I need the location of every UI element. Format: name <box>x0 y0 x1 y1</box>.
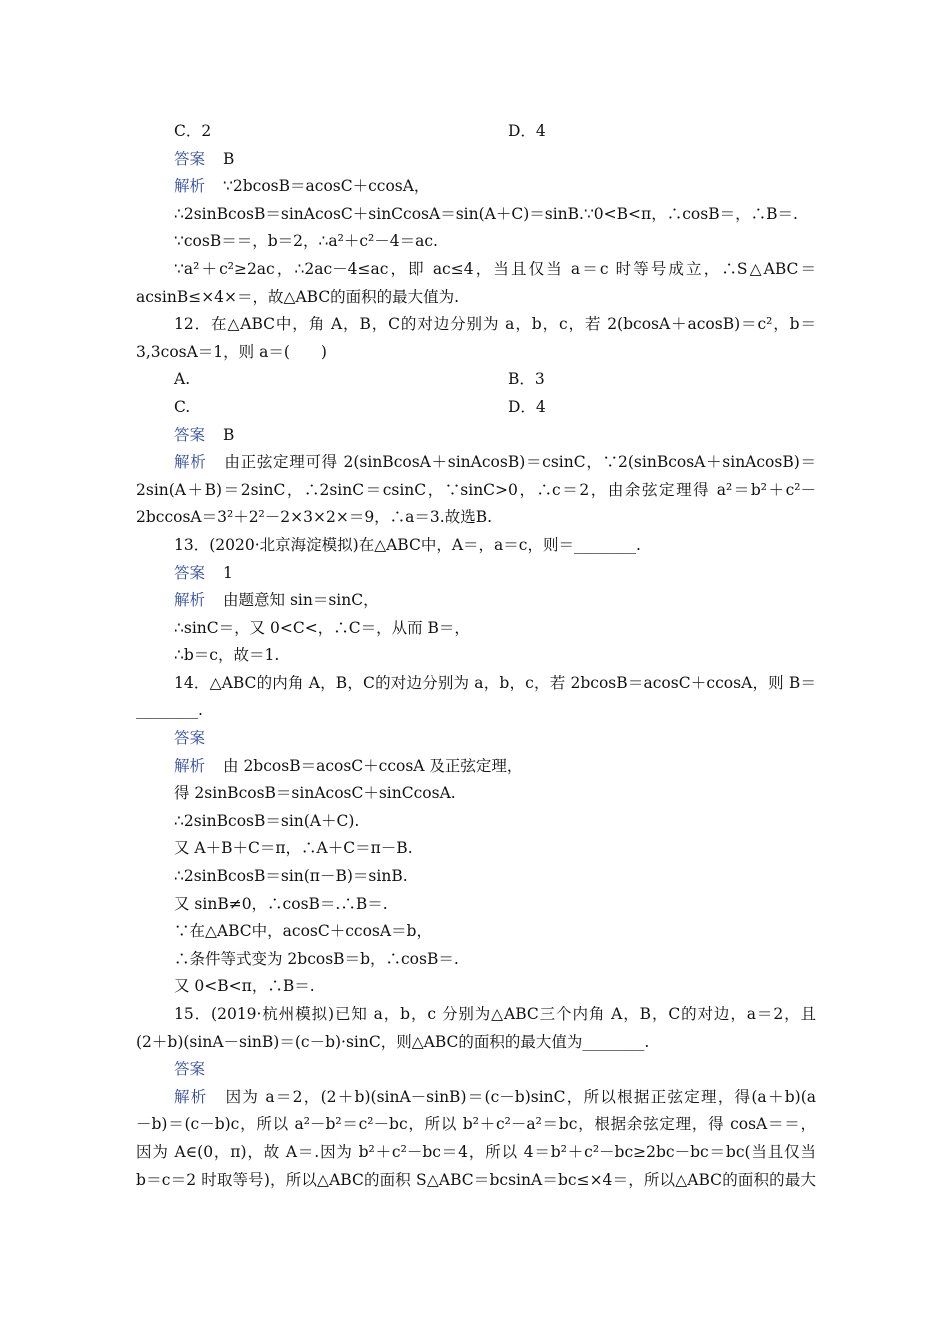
labeled-line <box>136 449 816 477</box>
line-text: B <box>223 149 235 168</box>
line-text: ∴sinC＝，又 0<C<，∴C＝，从而 B＝， <box>174 618 470 637</box>
line-text: 13．(2020·北京海淀模拟)在△ABC中，A＝，a＝c，则＝________. <box>174 535 641 554</box>
text-line <box>136 504 816 532</box>
section-tag: 解析 <box>174 177 206 196</box>
line-text: 12．在△ABC中，角 A，B，C的对边分别为 a，b，c，若 2(bcosA＋acosB)＝c²，b＝ <box>174 315 816 334</box>
line-text: ∴2sinBcosB＝sin(A＋C). <box>174 811 360 830</box>
line-text: 1 <box>223 563 233 582</box>
line-text: 2sin(A＋B)＝2sinC，∴2sinC＝csinC，∵sinC>0，∴c＝2，由余弦定理得 a²＝b²＋c²－ <box>136 480 816 499</box>
line-text: ∵2bcosB＝acosC＋ccosA， <box>223 177 430 196</box>
text-line <box>136 808 816 836</box>
text-line <box>136 835 816 863</box>
section-tag: 答案 <box>174 563 206 582</box>
section-tag: 答案 <box>174 149 206 168</box>
line-text: 由题意知 sin＝sinC， <box>223 591 379 610</box>
section-tag: 答案 <box>174 425 206 444</box>
labeled-line <box>136 422 816 450</box>
line-text: 由正弦定理可得 2(sinBcosA＋sinAcosB)＝csinC，∵2(sinBcosA＋sinAcosB)＝ <box>224 453 816 472</box>
line-text: ∵在△ABC中，acosC＋ccosA＝b， <box>174 922 432 941</box>
labeled-line <box>136 146 816 174</box>
line-text: 2bccosA＝3²＋2²－2×3×2×＝9，∴a＝3.故选B. <box>136 508 493 527</box>
line-text: b＝c＝2 时取等号)，所以△ABC的面积 S△ABC＝bcsinA＝bc≤×4＝，所以△ABC的面积的最大 <box>136 1170 816 1189</box>
line-text: B <box>223 425 235 444</box>
line-text: 因为 a＝2，(2＋b)(sinA－sinB)＝(c－b)sinC，所以根据正弦定理，得(a＋b)(a <box>225 1087 816 1106</box>
section-tag: 答案 <box>174 1060 206 1079</box>
line-text: －b)＝(c－b)c，所以 a²－b²＝c²－bc，所以 b²＋c²－a²＝bc，根据余弦定理，得 cosA＝＝， <box>136 1115 816 1134</box>
text-line <box>136 311 816 339</box>
line-text: ________. <box>136 701 203 720</box>
option-row <box>136 366 816 394</box>
section-tag: 答案 <box>174 729 206 748</box>
text-line <box>136 201 816 229</box>
line-text: ∵a²＋c²≥2ac，∴2ac－4≤ac，即 ac≤4，当且仅当 a＝c 时等号成立，∴S△ABC＝ <box>174 259 816 278</box>
text-line <box>136 228 816 256</box>
text-line <box>136 477 816 505</box>
text-line <box>136 670 816 698</box>
line-text: 因为 A∈(0，π)，故 A＝.因为 b²＋c²－bc＝4，所以 4＝b²＋c²－bc≥2bc－bc＝bc(当且仅当 <box>136 1142 816 1161</box>
line-text: 15．(2019·杭州模拟)已知 a，b，c 分别为△ABC三个内角 A，B，C的对边，a＝2，且 <box>174 1005 816 1023</box>
text-line <box>136 642 816 670</box>
option-right: D．4 <box>508 397 546 416</box>
line-text: acsinB≤×4×＝，故△ABC的面积的最大值为. <box>136 287 460 306</box>
text-line <box>136 339 816 367</box>
line-text: 得 2sinBcosB＝sinAcosC＋sinCcosA. <box>174 784 456 803</box>
text-line <box>136 780 816 808</box>
document-page <box>136 118 816 1194</box>
option-row <box>136 394 816 422</box>
option-right: D．4 <box>508 122 546 140</box>
text-line <box>136 532 816 560</box>
text-line <box>136 891 816 919</box>
line-text: ∴条件等式变为 2bcosB＝b，∴cosB＝. <box>174 949 459 968</box>
option-row <box>136 118 816 146</box>
section-tag: 解析 <box>174 1087 208 1106</box>
section-tag: 解析 <box>174 756 206 775</box>
line-text: 由 2bcosB＝acosC＋ccosA 及正弦定理， <box>223 756 523 775</box>
line-text: ∵cosB＝＝，b＝2，∴a²＋c²－4＝ac. <box>174 232 438 251</box>
text-line <box>136 973 816 1001</box>
line-text: 3,3cosA＝1，则 a＝( ) <box>136 342 327 361</box>
labeled-line <box>136 560 816 588</box>
line-text: ∴b＝c，故＝1. <box>174 646 280 665</box>
line-text: ∴2sinBcosB＝sin(π－B)＝sinB. <box>174 867 408 886</box>
text-line <box>136 1139 816 1167</box>
text-line <box>136 863 816 891</box>
text-line <box>136 1111 816 1139</box>
line-text: 又 0<B<π，∴B＝. <box>174 977 315 996</box>
option-right: B．3 <box>508 370 545 389</box>
labeled-line <box>136 1056 816 1084</box>
text-line <box>136 697 816 725</box>
labeled-line <box>136 1084 816 1112</box>
text-line <box>136 284 816 312</box>
option-left: C．2 <box>174 122 212 140</box>
line-text: ∴2sinBcosB＝sinAcosC＋sinCcosA＝sin(A＋C)＝sinB.∵0<B<π，∴cosB＝，∴B＝. <box>174 204 798 223</box>
text-line <box>136 946 816 974</box>
text-line <box>136 1029 816 1057</box>
labeled-line <box>136 725 816 753</box>
labeled-line <box>136 587 816 615</box>
text-line <box>136 256 816 284</box>
line-text: 又 sinB≠0，∴cosB＝.∴B＝. <box>174 894 388 913</box>
text-line <box>136 615 816 643</box>
text-line <box>136 1167 816 1195</box>
text-line <box>136 1001 816 1029</box>
option-left: A. <box>174 370 191 389</box>
labeled-line <box>136 173 816 201</box>
line-text: 14．△ABC的内角 A，B，C的对边分别为 a，b，c，若 2bcosB＝acosC＋ccosA，则 B＝ <box>174 673 816 692</box>
line-text: (2＋b)(sinA－sinB)＝(c－b)·sinC，则△ABC的面积的最大值为________. <box>136 1032 650 1051</box>
option-left: C. <box>174 397 191 416</box>
text-line <box>136 918 816 946</box>
labeled-line <box>136 753 816 781</box>
section-tag: 解析 <box>174 453 207 472</box>
section-tag: 解析 <box>174 591 206 610</box>
line-text: 又 A＋B＋C＝π，∴A＋C＝π－B. <box>174 839 413 858</box>
